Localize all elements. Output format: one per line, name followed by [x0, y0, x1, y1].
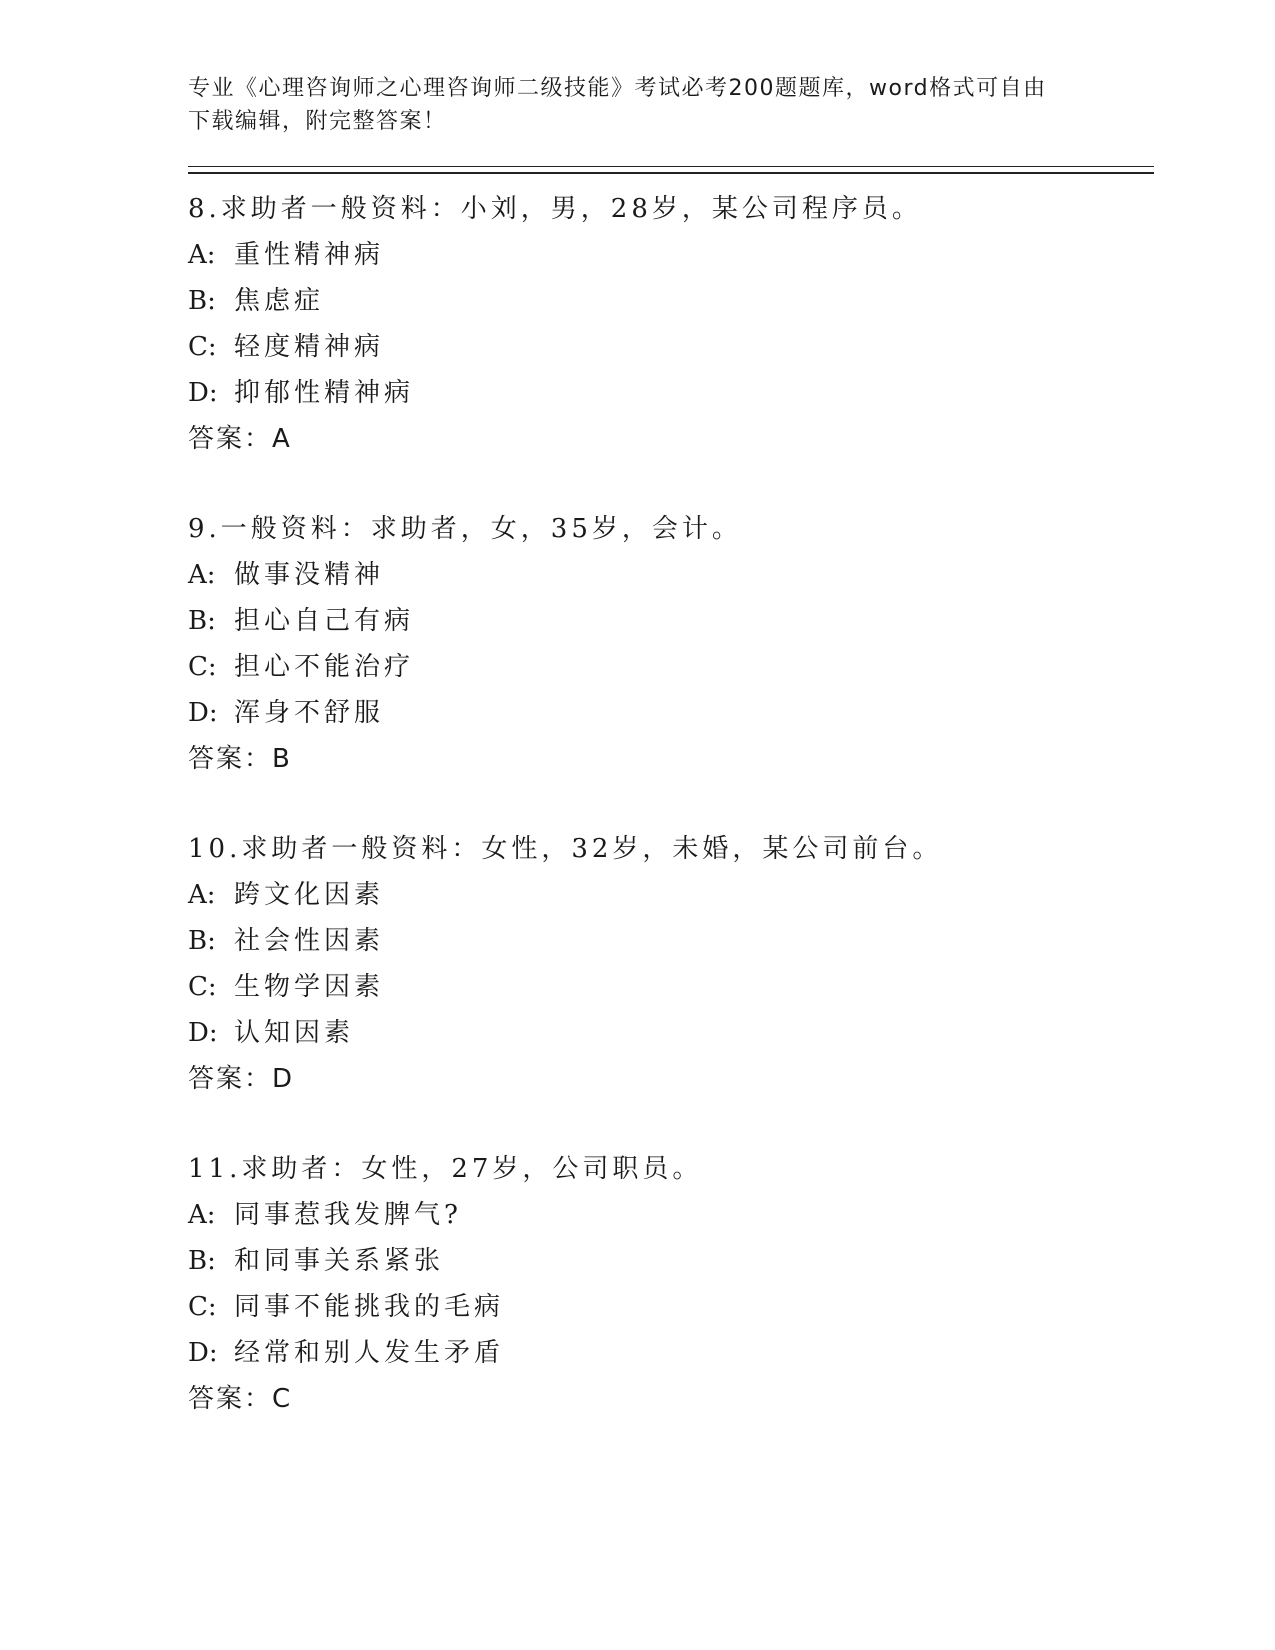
option-label: C:: [188, 972, 217, 1002]
option-row: [188, 1192, 1154, 1238]
option-text: 经常和别人发生矛盾: [234, 1338, 505, 1368]
option-text: 重性精神病: [234, 240, 385, 270]
option-text: 和同事关系紧张: [234, 1246, 445, 1276]
option-label: D:: [188, 378, 218, 408]
question-stem: 9.一般资料：求助者，女，35岁，会计。: [188, 514, 742, 544]
option-row: [188, 1010, 1154, 1056]
option-row: [188, 918, 1154, 964]
option-row: [188, 1330, 1154, 1376]
option-label: D:: [188, 1338, 218, 1368]
option-row: [188, 598, 1154, 644]
option-label: B:: [188, 926, 216, 956]
option-row: [188, 1238, 1154, 1284]
option-text: 担心不能治疗: [234, 652, 415, 682]
question-list: [188, 186, 1154, 1422]
option-row: [188, 232, 1154, 278]
option-text: 生物学因素: [234, 972, 385, 1002]
answer-line: 答案：B: [188, 744, 292, 774]
option-label: C:: [188, 1292, 217, 1322]
option-label: A:: [188, 240, 216, 270]
option-text: 同事惹我发脾气?: [234, 1200, 462, 1230]
option-label: C:: [188, 332, 217, 362]
question-block: [188, 506, 1154, 782]
answer-line: 答案：A: [188, 424, 292, 454]
option-text: 担心自己有病: [234, 606, 415, 636]
question-stem: 11.求助者：女性，27岁，公司职员。: [188, 1154, 703, 1184]
option-text: 浑身不舒服: [234, 698, 385, 728]
answer-line: 答案：D: [188, 1064, 295, 1094]
option-label: A:: [188, 560, 216, 590]
option-label: C:: [188, 652, 217, 682]
option-text: 认知因素: [234, 1018, 355, 1048]
document-intro: 专业《心理咨询师之心理咨询师二级技能》考试必考200题题库，word格式可自由下载编辑，附完整答案！: [188, 76, 1047, 134]
option-label: D:: [188, 698, 218, 728]
question-block: [188, 1146, 1154, 1422]
question-block: [188, 186, 1154, 462]
option-text: 跨文化因素: [234, 880, 385, 910]
option-row: [188, 1284, 1154, 1330]
header-divider: [188, 166, 1154, 174]
option-text: 焦虑症: [234, 286, 325, 316]
question-block: [188, 826, 1154, 1102]
option-text: 同事不能挑我的毛病: [234, 1292, 505, 1322]
option-row: [188, 324, 1154, 370]
option-label: B:: [188, 606, 216, 636]
option-label: A:: [188, 880, 216, 910]
option-label: D:: [188, 1018, 218, 1048]
option-label: B:: [188, 1246, 216, 1276]
option-row: [188, 690, 1154, 736]
option-row: [188, 964, 1154, 1010]
question-stem: 8.求助者一般资料：小刘，男，28岁，某公司程序员。: [188, 194, 922, 224]
option-text: 做事没精神: [234, 560, 385, 590]
option-row: [188, 278, 1154, 324]
option-label: A:: [188, 1200, 216, 1230]
question-stem: 10.求助者一般资料：女性，32岁，未婚，某公司前台。: [188, 834, 943, 864]
option-row: [188, 370, 1154, 416]
option-text: 抑郁性精神病: [234, 378, 415, 408]
answer-line: 答案：C: [188, 1384, 293, 1414]
option-row: [188, 644, 1154, 690]
option-row: [188, 872, 1154, 918]
option-label: B:: [188, 286, 216, 316]
option-text: 社会性因素: [234, 926, 385, 956]
document-page: [188, 72, 1154, 1422]
option-text: 轻度精神病: [234, 332, 385, 362]
option-row: [188, 552, 1154, 598]
